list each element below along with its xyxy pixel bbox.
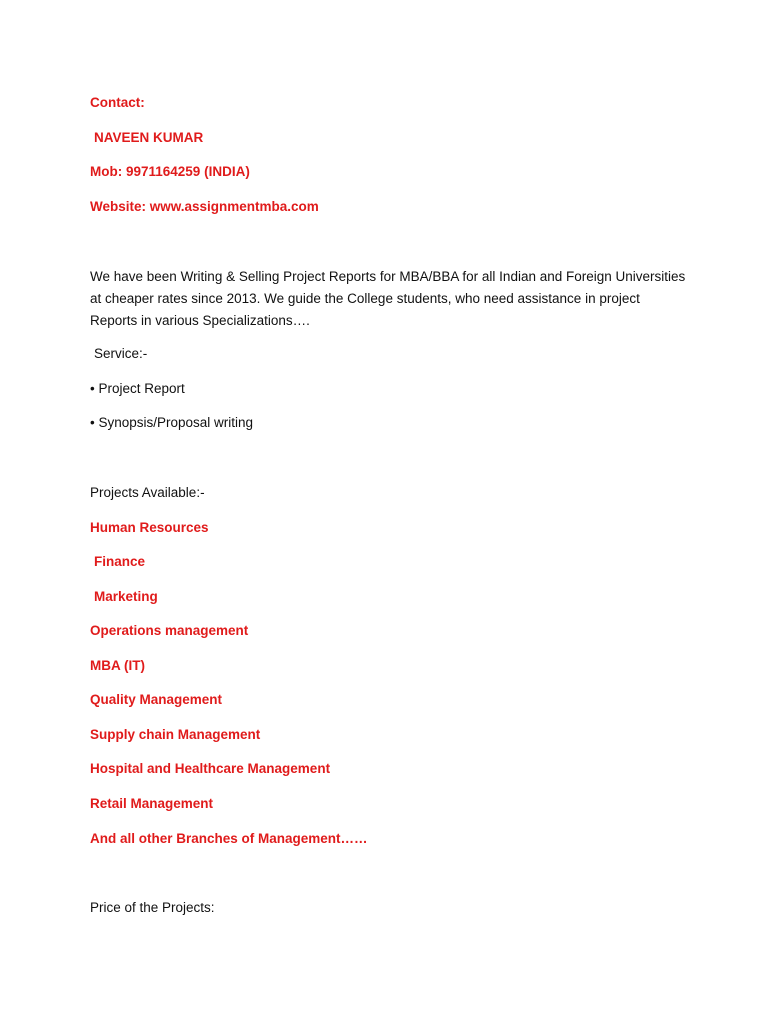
service-heading: Service:- — [94, 346, 148, 361]
contact-website: Website: www.assignmentmba.com — [90, 199, 319, 214]
intro-paragraph: We have been Writing & Selling Project Reports for MBA/BBA for all Indian and Foreign Universities at cheaper rates since 2013. We guide the College students, who need assistance in project Reports in various Specializations…. — [90, 269, 686, 328]
project-item-retail: Retail Management — [90, 796, 214, 811]
project-item-all-other: And all other Branches of Management…… — [90, 831, 368, 846]
contact-mobile: Mob: 9971164259 (INDIA) — [90, 164, 250, 179]
project-item-operations: Operations management — [90, 623, 249, 638]
project-item-human-resources: Human Resources — [90, 520, 209, 535]
project-item-finance: Finance — [94, 554, 146, 569]
project-item-marketing: Marketing — [94, 589, 158, 604]
project-item-mba-it: MBA (IT) — [90, 658, 145, 673]
project-item-quality: Quality Management — [90, 692, 223, 707]
service-item-project-report: • Project Report — [90, 381, 185, 396]
price-heading: Price of the Projects: — [90, 900, 215, 915]
contact-name: NAVEEN KUMAR — [94, 130, 204, 145]
service-item-synopsis: • Synopsis/Proposal writing — [90, 415, 254, 430]
contact-label: Contact: — [90, 95, 145, 110]
project-item-supply-chain: Supply chain Management — [90, 727, 261, 742]
projects-heading: Projects Available:- — [90, 485, 205, 500]
project-item-hospital: Hospital and Healthcare Management — [90, 761, 331, 776]
